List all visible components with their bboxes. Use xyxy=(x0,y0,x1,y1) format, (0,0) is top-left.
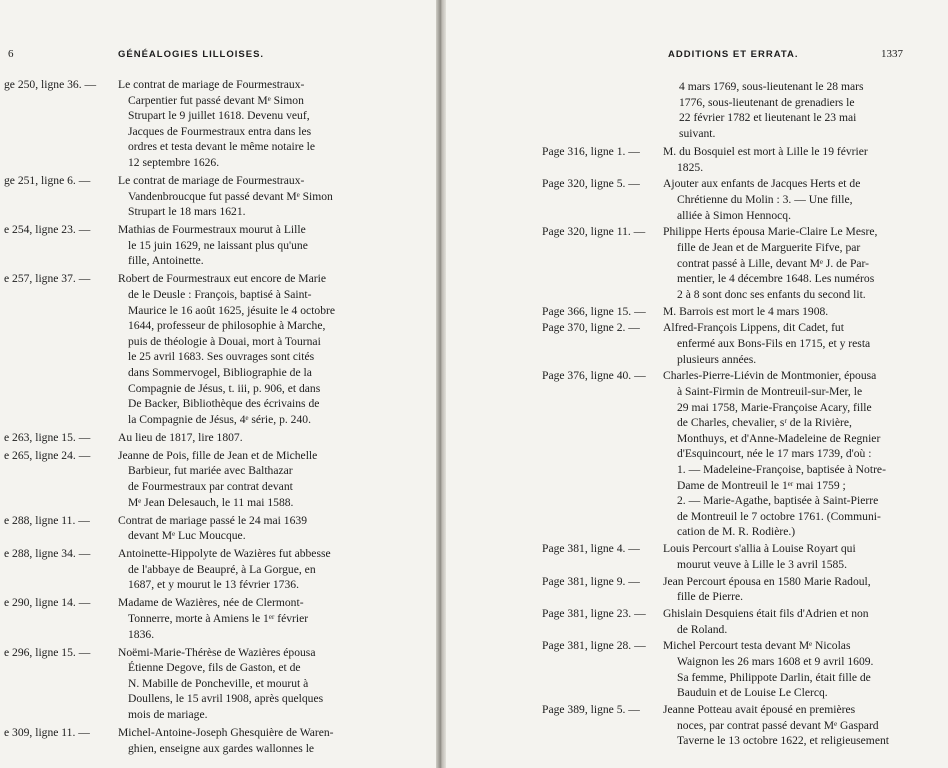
text-line: Compagnie de Jésus, t. iii, p. 906, et dans xyxy=(128,381,321,395)
entry-reference: e 265, ligne 24. — xyxy=(4,448,91,462)
text-line: Antoinette-Hippolyte de Wazières fut abbesse xyxy=(118,547,331,561)
entry-text xyxy=(118,546,358,593)
text-line: Bauduin et de Louise Le Clercq. xyxy=(677,686,828,700)
text-line: Barbieur, fut mariée avec Balthazar xyxy=(128,464,293,478)
text-line: Charles-Pierre-Liévin de Montmonier, épousa xyxy=(663,369,877,383)
entry-reference: e 263, ligne 15. — xyxy=(4,430,91,444)
errata-entry xyxy=(4,77,358,171)
text-line: 29 mai 1758, Marie-Françoise Acary, fille xyxy=(677,400,872,414)
entry-text xyxy=(118,222,358,269)
book-gutter xyxy=(436,0,446,768)
entry-reference: e 309, ligne 11. — xyxy=(4,726,90,739)
entry-text xyxy=(663,304,908,320)
entry-text xyxy=(663,574,908,605)
text-line: 1687, et y mourut le 13 février 1736. xyxy=(128,578,299,592)
text-line: 4 mars 1769, sous-lieutenant le 28 mars xyxy=(679,80,864,93)
entry-reference: Page 381, ligne 28. — xyxy=(542,639,646,653)
text-line: dans Sommervogel, Bibliographie de la xyxy=(128,365,312,379)
entry-reference: e 288, ligne 11. — xyxy=(4,513,90,527)
errata-entry xyxy=(542,702,908,749)
text-line: 2 à 8 sont donc ses enfants du second lit. xyxy=(677,287,866,301)
text-line: plusieurs années. xyxy=(677,352,757,366)
text-line: mois de mariage. xyxy=(128,707,208,721)
text-line: 12 septembre 1626. xyxy=(128,155,220,169)
running-head: GÉNÉALOGIES LILLOISES. xyxy=(118,49,265,60)
errata-entry xyxy=(4,430,358,446)
entry-reference: Page 366, ligne 15. — xyxy=(542,304,646,318)
text-line: Waignon les 26 mars 1608 et 9 avril 1609. xyxy=(677,654,874,668)
errata-entry xyxy=(542,541,908,572)
text-line: Mathias de Fourmestraux mourut à Lille xyxy=(118,223,306,237)
text-line: de Roland. xyxy=(677,622,728,636)
text-line: Contrat de mariage passé le 24 mai 1639 xyxy=(118,513,307,527)
continued-text xyxy=(679,79,864,141)
text-line: contrat passé à Lille, devant Mᵉ J. de Par- xyxy=(677,256,870,270)
errata-entry xyxy=(4,222,358,269)
text-line: de le Deusle : François, baptisé à Saint- xyxy=(128,287,312,301)
text-line: devant Mᵉ Luc Moucque. xyxy=(128,529,246,543)
text-line: Mᵉ Jean Delesauch, le 11 mai 1588. xyxy=(128,495,294,509)
text-line: Taverne le 13 octobre 1622, et religieusement xyxy=(677,734,889,748)
text-line: suivant. xyxy=(679,126,716,140)
text-line: Ajouter aux enfants de Jacques Herts et de xyxy=(663,177,861,191)
entry-text xyxy=(663,176,908,223)
errata-entry xyxy=(542,320,908,367)
text-line: 1644, professeur de philosophie à Marche, xyxy=(128,319,326,333)
text-line: mentier, le 4 décembre 1648. Les numéros xyxy=(677,272,875,286)
errata-entry xyxy=(542,224,908,302)
text-line: Noëmi-Marie-Thérèse de Wazières épousa xyxy=(118,645,316,659)
entry-text xyxy=(663,320,908,367)
text-line: Carpentier fut passé devant Mᵉ Simon xyxy=(128,93,304,107)
entry-reference: Page 381, ligne 4. — xyxy=(542,542,640,556)
entry-reference: e 257, ligne 37. — xyxy=(4,272,91,286)
entry-reference: e 288, ligne 34. — xyxy=(4,547,91,561)
text-line: de Montreuil le 7 octobre 1761. (Communi- xyxy=(677,509,881,523)
text-line: noces, par contrat passé devant Mᵉ Gaspard xyxy=(677,718,879,732)
text-line: Jacques de Fourmestraux entra dans les xyxy=(128,124,312,138)
text-line: Maurice le 16 août 1625, jésuite le 4 octobre xyxy=(128,303,336,317)
text-line: de l'abbaye de Beaupré, à La Gorgue, en xyxy=(128,562,316,576)
entry-reference: Page 320, ligne 11. — xyxy=(542,225,646,239)
errata-entry xyxy=(4,725,358,756)
text-line: fille de Jean et de Marguerite Fifve, par xyxy=(677,240,861,254)
entry-text xyxy=(663,702,908,749)
text-line: alliée à Simon Hennocq. xyxy=(677,208,791,222)
page-number: 6 xyxy=(8,48,14,60)
text-line: Vandenbroucque fut passé devant Mᵉ Simon xyxy=(128,189,333,203)
text-line: le 15 juin 1629, ne laissant plus qu'une xyxy=(128,238,308,252)
text-line: 1825. xyxy=(677,160,704,174)
entry-text xyxy=(663,144,908,175)
text-line: Jeanne Potteau avait épousé en premières xyxy=(663,703,856,716)
running-head: ADDITIONS ET ERRATA. xyxy=(668,49,799,60)
text-line: enfermé aux Bons-Fils en 1715, et y resta xyxy=(677,336,871,350)
text-line: ordres et testa devant le même notaire le xyxy=(128,140,316,154)
text-line: de Charles, chevalier, sʳ de la Rivière, xyxy=(677,416,852,430)
text-line: Tonnerre, morte à Amiens le 1ᵉʳ février xyxy=(128,611,309,625)
text-line: Le contrat de mariage de Fourmestraux- xyxy=(118,78,305,91)
text-line: Étienne Degove, fils de Gaston, et de xyxy=(128,661,301,675)
text-line: de Fourmestraux par contrat devant xyxy=(128,479,293,493)
entry-reference: Page 316, ligne 1. — xyxy=(542,145,640,158)
errata-entry xyxy=(4,595,358,642)
entry-reference: e 296, ligne 15. — xyxy=(4,645,91,659)
entry-text xyxy=(663,638,908,700)
entry-text xyxy=(663,606,908,637)
errata-entry xyxy=(4,546,358,593)
text-line: Alfred-François Lippens, dit Cadet, fut xyxy=(663,321,844,335)
errata-entry xyxy=(542,574,908,605)
errata-entry xyxy=(4,645,358,723)
entry-text xyxy=(118,448,358,510)
entry-text xyxy=(118,271,358,427)
entry-text xyxy=(663,368,908,540)
text-line: cation de M. R. Rodière.) xyxy=(677,525,796,539)
entry-text xyxy=(118,513,358,544)
text-line: N. Mabille de Poncheville, et mourut à xyxy=(128,676,309,690)
entry-reference: e 290, ligne 14. — xyxy=(4,596,91,610)
errata-entry xyxy=(542,368,908,540)
text-line: M. du Bosquiel est mort à Lille le 19 février xyxy=(663,145,868,158)
entry-text xyxy=(118,725,358,756)
text-line: la Compagnie de Jésus, 4ᵉ série, p. 240. xyxy=(128,412,311,426)
text-line: Michel-Antoine-Joseph Ghesquière de Waren- xyxy=(118,726,334,739)
entry-text xyxy=(663,541,908,572)
text-line: Strupart le 18 mars 1621. xyxy=(128,205,246,219)
text-line: fille, Antoinette. xyxy=(128,254,204,268)
text-line: Le contrat de mariage de Fourmestraux- xyxy=(118,174,305,187)
errata-entry xyxy=(542,606,908,637)
text-line: 1836. xyxy=(128,627,155,641)
entry-reference: e 254, ligne 23. — xyxy=(4,223,91,237)
text-line: ghien, enseigne aux gardes wallonnes le xyxy=(128,741,315,755)
text-line: M. Barrois est mort le 4 mars 1908. xyxy=(663,304,829,318)
text-line: De Backer, Bibliothèque des écrivains de xyxy=(128,397,320,411)
text-line: Robert de Fourmestraux eut encore de Marie xyxy=(118,272,326,286)
text-line: Dame de Montreuil le 1ᵉʳ mai 1759 ; xyxy=(677,478,846,492)
text-line: Monthuys, et d'Anne-Madeleine de Regnier xyxy=(677,431,881,445)
entry-reference: Page 370, ligne 2. — xyxy=(542,321,640,335)
text-line: Madame de Wazières, née de Clermont- xyxy=(118,596,304,610)
entry-text xyxy=(118,173,358,220)
entry-text xyxy=(118,595,358,642)
text-line: Ghislain Desquiens était fils d'Adrien et non xyxy=(663,607,869,620)
text-line: Sa femme, Philippote Darlin, était fille de xyxy=(677,670,871,684)
entry-text xyxy=(118,645,358,723)
text-line: Jeanne de Pois, fille de Jean et de Michelle xyxy=(118,448,318,462)
entry-reference: Page 381, ligne 23. — xyxy=(542,607,646,620)
page-number: 1337 xyxy=(881,48,903,60)
text-line: Strupart le 9 juillet 1618. Devenu veuf, xyxy=(128,109,310,123)
errata-entry xyxy=(542,144,908,175)
text-line: d'Esquincourt, née le 17 mars 1739, d'où : xyxy=(677,447,872,461)
text-line: Chrétienne du Molin : 3. — Une fille, xyxy=(677,192,853,206)
text-line: Michel Percourt testa devant Mᵉ Nicolas xyxy=(663,639,851,653)
text-line: Au lieu de 1817, lire 1807. xyxy=(118,430,243,444)
errata-entry xyxy=(542,638,908,700)
errata-entry xyxy=(4,173,358,220)
errata-entry xyxy=(4,271,358,427)
text-line: Philippe Herts épousa Marie-Claire Le Mesre, xyxy=(663,225,878,239)
text-line: 1. — Madeleine-Françoise, baptisée à Notre- xyxy=(677,462,886,476)
text-line: Louis Percourt s'allia à Louise Royart qui xyxy=(663,542,856,556)
text-line: mourut veuve à Lille le 3 avril 1585. xyxy=(677,557,847,571)
text-line: Jean Percourt épousa en 1580 Marie Radoul, xyxy=(663,574,871,588)
entry-text xyxy=(118,77,358,171)
text-line: fille de Pierre. xyxy=(677,590,743,604)
text-line: le 25 avril 1683. Ses ouvrages sont cités xyxy=(128,350,315,364)
entry-text xyxy=(663,224,908,302)
text-line: 2. — Marie-Agathe, baptisée à Saint-Pierre xyxy=(677,494,879,508)
entry-reference: Page 381, ligne 9. — xyxy=(542,574,640,588)
text-line: puis de théologie à Douai, mort à Tournai xyxy=(128,334,321,348)
text-line: Doullens, le 15 avril 1908, après quelques xyxy=(128,692,324,706)
entry-reference: Page 320, ligne 5. — xyxy=(542,177,640,191)
errata-entry xyxy=(4,513,358,544)
errata-entry xyxy=(4,448,358,510)
errata-entry xyxy=(542,304,908,320)
entry-reference: ge 250, ligne 36. — xyxy=(4,78,97,91)
errata-entry xyxy=(542,176,908,223)
entry-reference: Page 376, ligne 40. — xyxy=(542,369,646,383)
entry-reference: ge 251, ligne 6. — xyxy=(4,174,91,187)
entry-reference: Page 389, ligne 5. — xyxy=(542,703,640,716)
text-line: à Saint-Firmin de Montreuil-sur-Mer, le xyxy=(677,384,863,398)
entry-text xyxy=(118,430,358,446)
text-line: 1776, sous-lieutenant de grenadiers le xyxy=(679,95,855,109)
text-line: 22 février 1782 et lieutenant le 23 mai xyxy=(679,111,857,125)
